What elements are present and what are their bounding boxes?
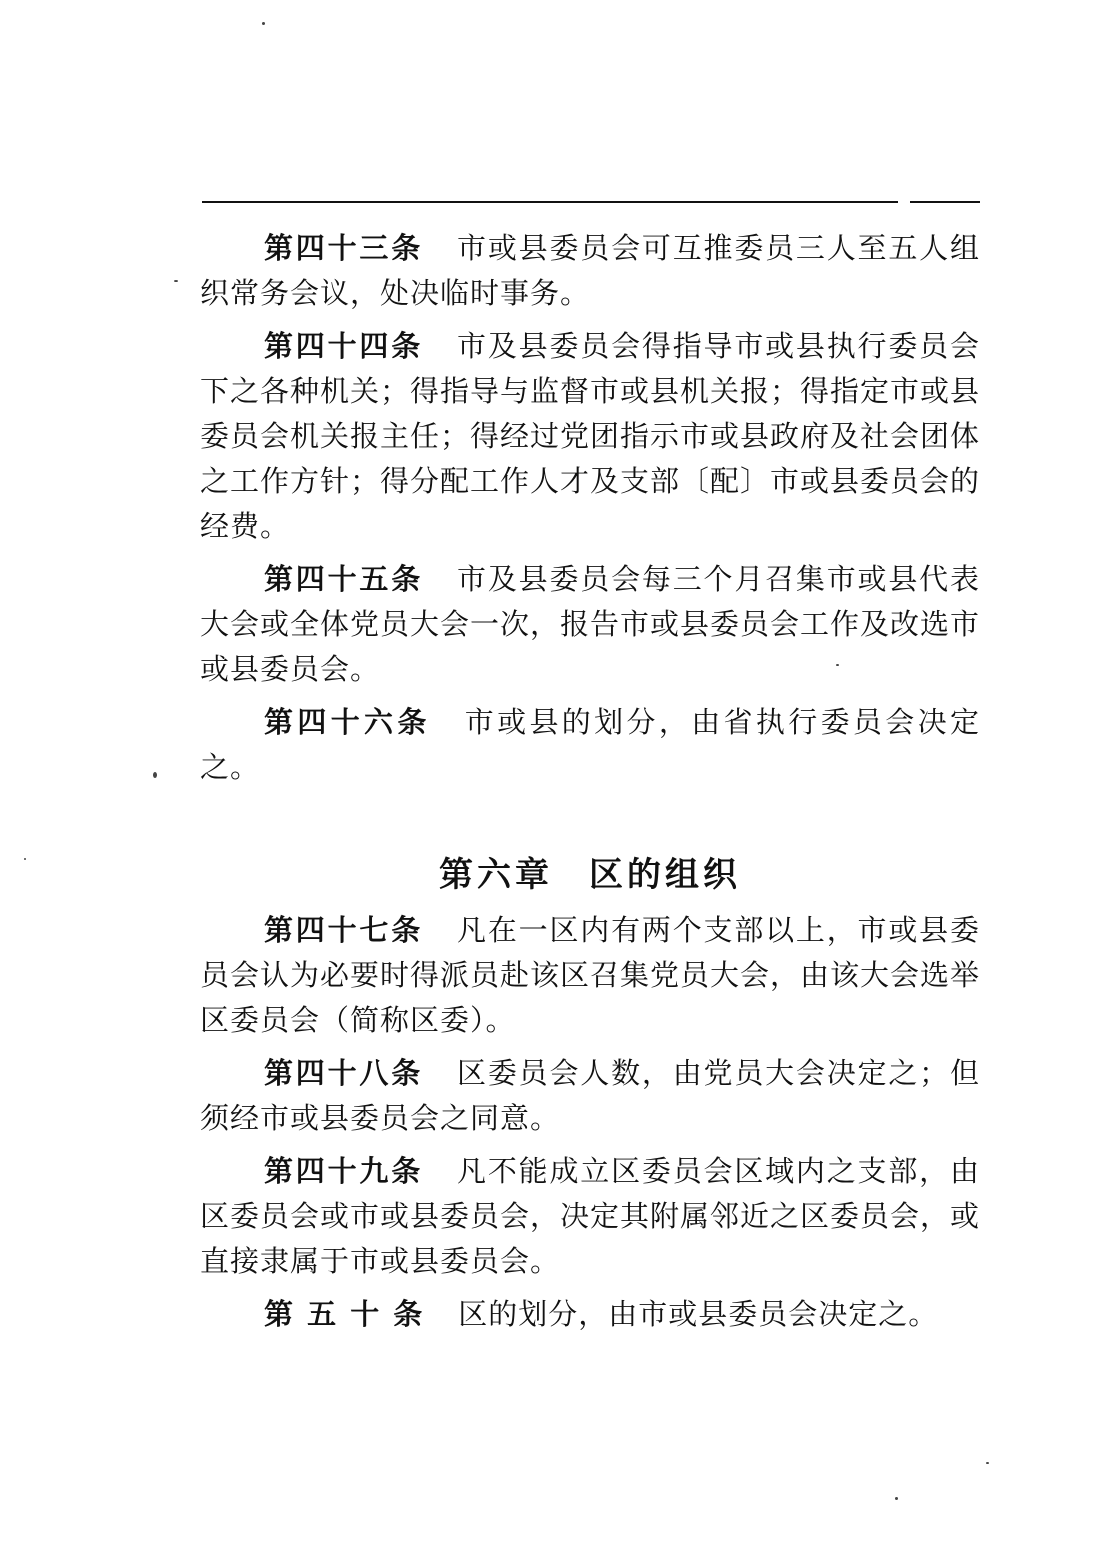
article-number: 第四十九条	[264, 1154, 424, 1188]
scan-speck	[24, 858, 26, 860]
article-49	[200, 1149, 980, 1284]
article-47	[200, 908, 980, 1043]
article-text: 凡不能成立区委员会区域内之支部，由区委员会或市或县委员会，决定其附属邻近之区委员会，或直接隶属于市或县委员会。	[200, 1154, 981, 1278]
chapter-heading	[200, 850, 980, 900]
article-text: 市及县委员会每三个月召集市或县代表大会或全体党员大会一次，报告市或县委员会工作及改选市或县委员会。	[200, 562, 981, 686]
article-number: 第四十四条	[264, 329, 424, 363]
article-number: 第四十五条	[264, 562, 424, 596]
article-number: 第四十八条	[264, 1056, 424, 1090]
scan-speck	[895, 1497, 898, 1500]
article-number: 第四十六条	[264, 705, 431, 739]
article-text: 市或县委员会可互推委员三人至五人组织常务会议，处决临时事务。	[200, 231, 980, 310]
article-text: 市或县的划分，由省执行委员会决定之。	[200, 705, 980, 784]
scan-speck	[174, 280, 178, 282]
article-48	[200, 1051, 980, 1141]
scan-speck	[153, 772, 157, 778]
articles-bottom-section	[200, 908, 980, 1345]
header-rule	[202, 201, 898, 203]
articles-top-section	[200, 226, 980, 798]
article-number: 第 五 十 条	[264, 1297, 425, 1331]
article-44	[200, 324, 980, 549]
article-50	[200, 1292, 980, 1337]
scan-speck	[836, 664, 839, 666]
article-number: 第四十三条	[264, 231, 424, 265]
article-43	[200, 226, 980, 316]
scan-speck	[986, 1462, 989, 1464]
article-number: 第四十七条	[264, 913, 424, 947]
header-rule-short	[910, 201, 980, 203]
chapter-number: 第六章	[439, 855, 553, 896]
article-text: 凡在一区内有两个支部以上，市或县委员会认为必要时得派员赴该区召集党员大会，由该大会选举区委员会（简称区委）。	[200, 913, 981, 1037]
chapter-title: 区的组织	[589, 855, 741, 896]
scan-speck	[262, 22, 265, 25]
article-text: 区委员会人数，由党员大会决定之；但须经市或县委员会之同意。	[200, 1056, 980, 1135]
article-46	[200, 700, 980, 790]
article-45	[200, 557, 980, 692]
article-text: 市及县委员会得指导市或县执行委员会下之各种机关；得指导与监督市或县机关报；得指定市或县委员会机关报主任；得经过党团指示市或县政府及社会团体之工作方针；得分配工作人才及支部〔配〕市或县委员会的经费。	[200, 329, 981, 543]
article-text: 区的划分，由市或县委员会决定之。	[458, 1297, 939, 1331]
